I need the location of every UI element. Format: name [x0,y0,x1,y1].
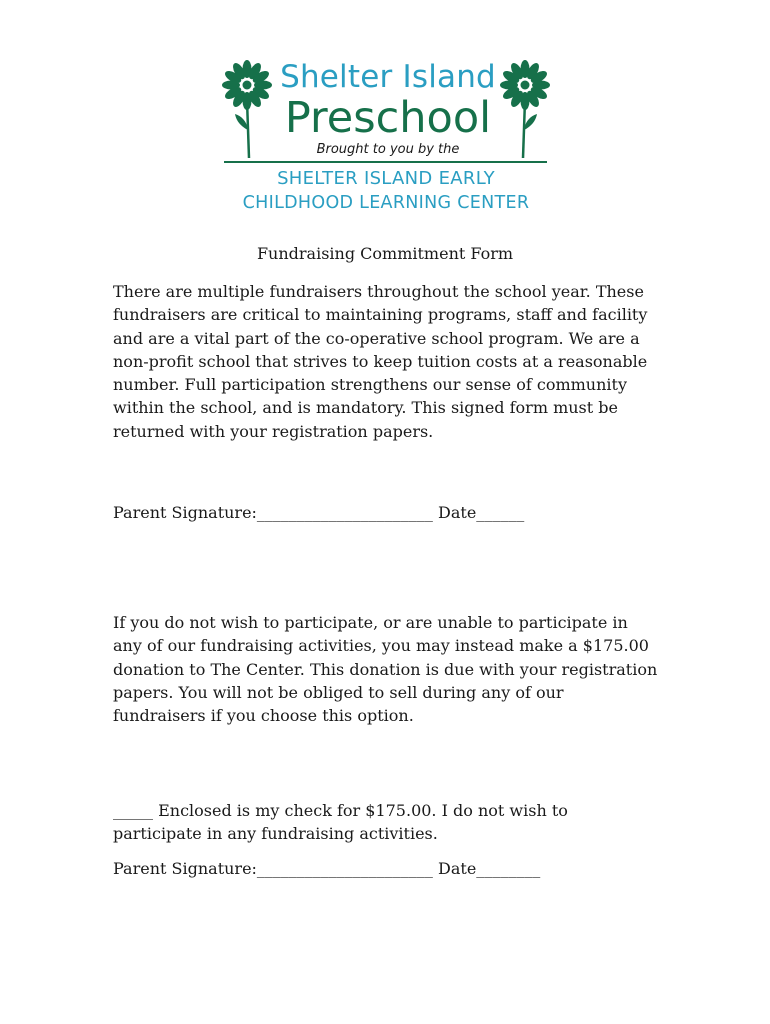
preschool-logo [222,58,550,218]
logo-center-line-1: SHELTER ISLAND EARLY [277,168,495,189]
form-title: Fundraising Commitment Form [256,244,514,263]
check-enclosed-statement: _____ Enclosed is my check for $175.00. I do not wish to participate in any fundraising activities. [113,801,568,844]
logo-center-line-2: CHILDHOOD LEARNING CENTER [242,193,530,213]
parent-signature-line-1: Parent Signature:______________________ Date______ [113,503,525,522]
logo-divider [224,161,547,163]
intro-paragraph: There are multiple fundraisers throughout the school year. These fundraisers are critical to maintaining programs, staff and facility and are a vital part of the co-operative school program. We are a non-profit school that strives to keep tuition costs at a reasonable number. Full participation strengthens our sense of community within the school, and is mandatory. This signed form must be returned with your registration papers. [113,282,648,441]
logo-name-line-2: Preschool [284,93,492,143]
daisy-flower-icon [222,60,272,160]
parent-signature-line-2: Parent Signature:______________________ Date________ [113,859,541,878]
daisy-flower-icon [500,60,550,160]
logo-byline: Brought to you by the [316,142,460,157]
donation-option-paragraph: If you do not wish to participate, or are unable to participate in any of our fundraising activities, you may instead make a $175.00 donation to The Center. This donation is due with your registration papers. You will not be obliged to sell during any of our fundraisers if you choose this option. [113,613,658,726]
logo-name-line-1: Shelter Island [280,59,496,95]
